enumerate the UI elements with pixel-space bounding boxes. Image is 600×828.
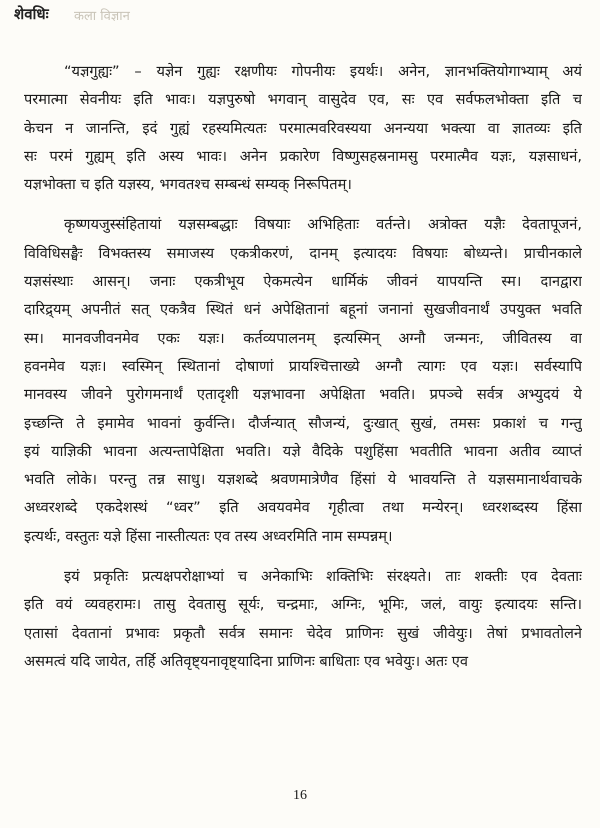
text-line: विविधिसङ्घैः विभक्तस्य समाजस्य एकत्रीकरणं, दानम् इत्यादयः विषयाः बोध्यन्ते। प्राचीनकाले	[24, 244, 582, 262]
text-line: इति वयं व्यवहरामः। तासु देवतासु सूर्यः, चन्द्रमाः, अग्निः, भूमिः, जलं, वायुः इत्यादयः सन्ति।	[24, 596, 582, 614]
text-line: सः परमं गुह्यम् इति अस्य भावः। अनेन प्रकारेण विष्णुसहस्रनामसु परमात्मैव यज्ञः, यज्ञसाधनं,	[24, 147, 582, 165]
page-number: 16	[293, 788, 307, 803]
text-line: इत्यर्थः, वस्तुतः यज्ञे हिंसा नास्तीत्यतः एव तस्य अध्वरमिति नाम सम्पन्नम्।	[24, 527, 393, 545]
text-line: केचन न जानन्ति, इदं गुह्यं रहस्यमित्यतः परमात्मवरिवस्यया अनन्यया भक्त्या वा ज्ञातव्यः इति	[24, 119, 582, 137]
text-line: दारिद्र्यम् अपनीतं सत् एकत्रैव स्थितं धनं अपेक्षितानां बहूनां जनानां सुखजीवनार्थं उपयुक्त भवति	[24, 301, 582, 319]
text-line: इच्छन्ति ते इमामेव भावनां कुर्वन्ति। दौर्जन्यात् सौजन्यं, दुःखात् सुखं, तमसः प्रकाशं च गन्तु	[24, 414, 582, 432]
text-line: मानवस्य जीवने पुरोगमनार्थं एतादृशी यज्ञभावना अपेक्षिता भवति। प्रपञ्चे सर्वत्र अभ्युदयं ये	[24, 386, 582, 404]
text-line: यज्ञसंस्थाः आसन्। जनाः एकत्रीभूय ऐकमत्येन धार्मिकं जीवनं यापयन्ति स्म। दानद्वारा	[24, 273, 582, 291]
text-line: स्म। मानवजीवनमेव एकः यज्ञः। कर्तव्यपालनम् इत्यस्मिन् अग्नौ जन्मनः, जीवितस्य वा	[24, 329, 582, 347]
text-line: कृष्णयजुस्संहितायां यज्ञसम्बद्धाः विषयाः अभिहिताः वर्तन्ते। अत्रोक्त यज्ञैः देवतापूजनं,	[64, 216, 582, 234]
paragraph	[24, 563, 582, 676]
paragraph	[24, 211, 582, 551]
text-line: एतासां देवतानां प्रभावः प्रकृतौ सर्वत्र समानः चेदेव प्राणिनः सुखं जीवेयुः। तेषां प्रभावतोलने	[24, 624, 582, 642]
text-line: परमात्मा सेवनीयः इति भावः। यज्ञपुरुषो भगवान् वासुदेव एव, सः एव सर्वफलभोक्ता इति च	[24, 91, 582, 109]
text-line: “यज्ञगुह्यः” – यज्ञेन गुह्यः रक्षणीयः गोपनीयः इयर्थः। अनेन, ज्ञानभक्तियोगाभ्याम् अयं	[64, 63, 582, 80]
text-line: अध्वरशब्दे एकदेशस्थं “ध्वर” इति अवयवमेव गृहीत्वा तथा मन्येरन्। ध्वरशब्दस्य हिंसा	[24, 499, 582, 517]
running-head-faded-text: कला विज्ञान	[74, 9, 130, 24]
text-line: असमत्वं यदि जायेत, तर्हि अतिवृष्ट्यनावृष्ट्यादिना प्राणिनः बाधिताः एव भवेयुः। अतः एव	[24, 652, 468, 670]
body-text	[24, 58, 582, 676]
text-line: भवति लोके। परन्तु तन्न साधु। यज्ञशब्दे श्रवणमात्रेणैव हिंसां ये भावयन्ति ते यज्ञसमानार्थवाचके	[24, 471, 582, 489]
text-line: इयं प्रकृतिः प्रत्यक्षपरोक्षाभ्यां च अनेकाभिः शक्तिभिः संरक्ष्यते। ताः शक्तीः एव देवताः	[64, 568, 582, 586]
paragraph	[24, 58, 582, 199]
text-line: यज्ञभोक्ता च इति यज्ञस्य, भगवतश्च सम्बन्धं सम्यक् निरूपितम्।	[24, 176, 352, 194]
text-line: इयं याज्ञिकी भावना अत्यन्तापेक्षिता भवति। यज्ञे वैदिके पशुहिंसा भवतीति भावना अतीव व्याप्तं	[24, 442, 582, 460]
running-head: शेवधिः	[14, 5, 49, 23]
text-line: हवनमेव यज्ञः। स्वस्मिन् स्थितानां दोषाणां प्रायश्चित्ताख्ये अग्नौ त्यागः एव यज्ञः। सर्वस्यापि	[24, 357, 582, 375]
